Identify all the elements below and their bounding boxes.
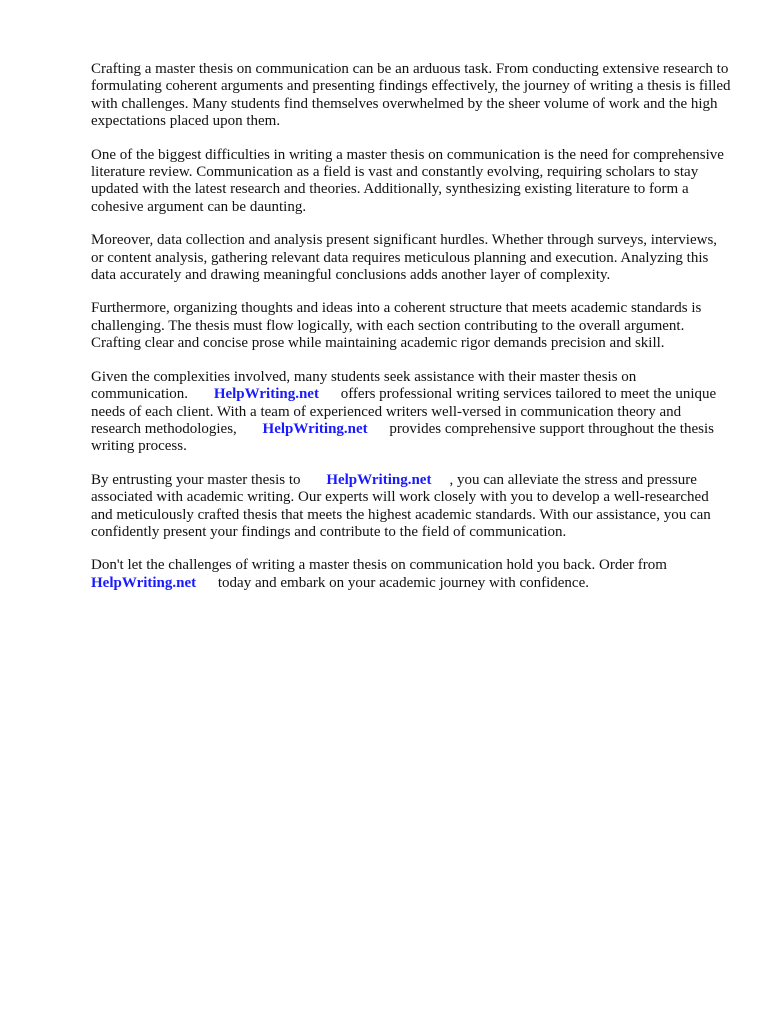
document-body [91,61,731,608]
paragraph-assistance [91,369,731,456]
helpwriting-link[interactable]: HelpWriting.net [91,574,197,591]
paragraph-structure: Furthermore, organizing thoughts and ideas into a coherent structure that meets academic standards is challenging. The thesis must flow logically, with each section contributing to the overall argument. Crafting clear and concise prose while maintaining academic rigor demands precision and skill. [91,300,702,352]
paragraph-text: today and embark on your academic journey with confidence. [217,574,590,591]
paragraph-call-to-action [91,557,731,592]
paragraph-text: Given the complexities involved, many students seek assistance with their master thesis on communication. [91,368,637,403]
paragraph-literature-review: One of the biggest difficulties in writing a master thesis on communication is the need for comprehensive literature review. Communication as a field is vast and constantly evolving, requiring scholars to stay updated with the latest research and theories. Additionally, synthesizing existing literature to form a cohesive argument can be daunting. [91,146,724,215]
paragraph-text: provides comprehensive support throughout the thesis writing process. [91,420,714,455]
paragraph-text: offers professional writing services tailored to meet the unique needs of each client. With a team of experienced writers well-versed in communication theory and research methodologies, [91,386,717,437]
paragraph-text: By entrusting your master thesis to [91,471,301,488]
paragraph-intro: Crafting a master thesis on communication can be an arduous task. From conducting extensive research to formulating coherent arguments and presenting findings effectively, the journey of writing a thesis is filled with challenges. Many students find themselves overwhelmed by the sheer volume of work and the high expectations placed upon them. [91,61,731,130]
helpwriting-link[interactable]: HelpWriting.net [213,386,319,403]
paragraph-text: , you can alleviate the stress and pressure associated with academic writing. Our experts will work closely with you to develop a well-researched and meticulously crafted thesis that meets the highest academic standards. With our assistance, you can confidently present your findings and contribute to the field of communication. [91,471,711,540]
helpwriting-link[interactable]: HelpWriting.net [262,420,368,437]
paragraph-text: Don't let the challenges of writing a master thesis on communication hold you back. Order from [91,557,667,574]
paragraph-entrusting [91,472,731,542]
paragraph-data-collection: Moreover, data collection and analysis present significant hurdles. Whether through surveys, interviews, or content analysis, gathering relevant data requires meticulous planning and execution. Analyzing this data accurately and drawing meaningful conclusions adds another layer of complexity. [91,232,718,284]
helpwriting-link[interactable]: HelpWriting.net [326,471,432,488]
